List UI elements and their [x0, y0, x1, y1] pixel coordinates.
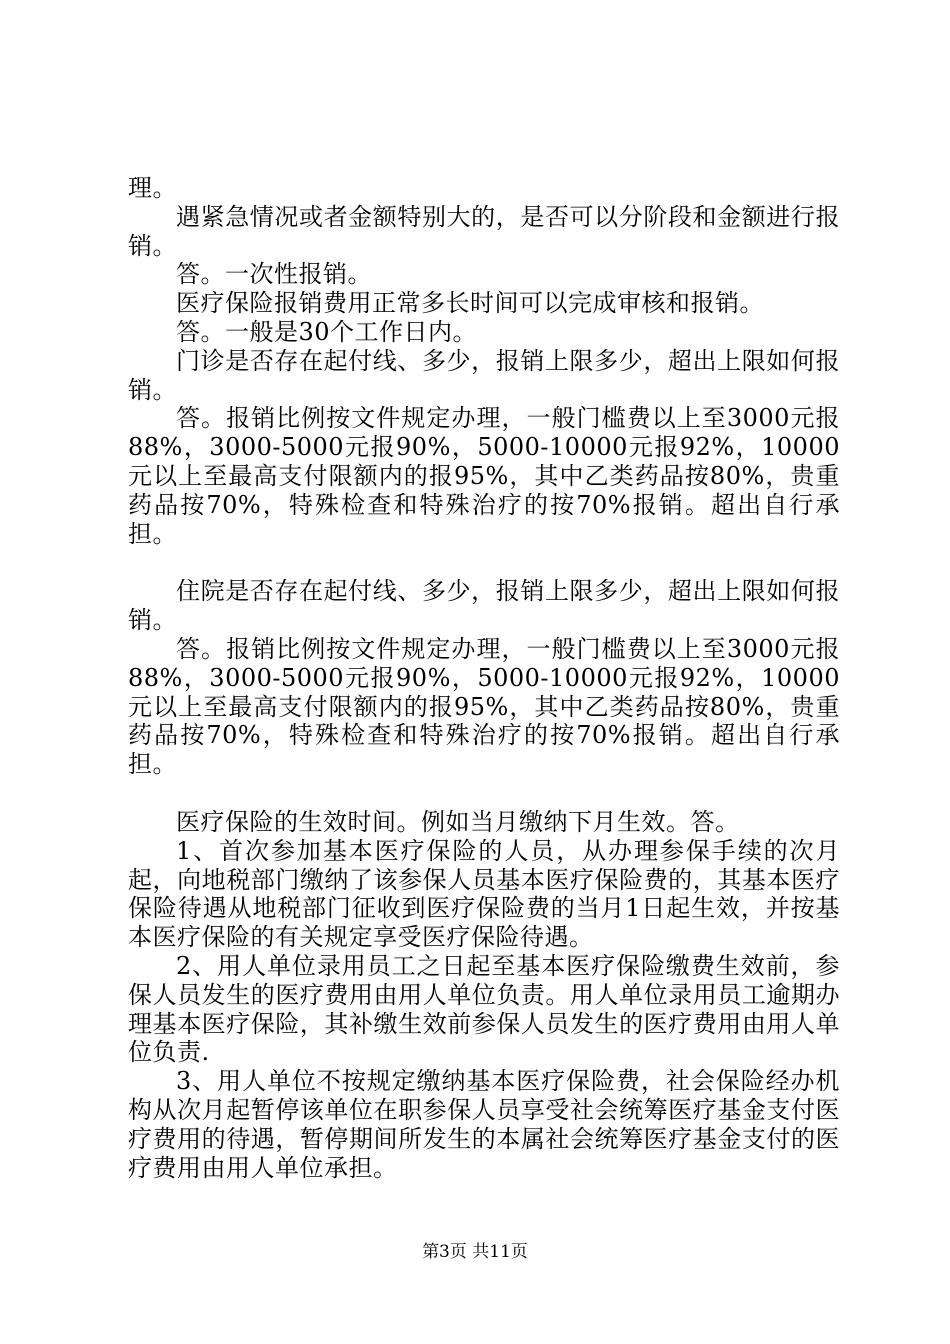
paragraph: 答。报销比例按文件规定办理，一般门槛费以上至3000元报88%，3000-5000元报90%，5000-10000元报92%，10000元以上至最高支付限额内的报95%，其中乙类药品按80%，贵重药品按70%，特殊检查和特殊治疗的按70%报销。超出自行承担。	[128, 404, 840, 548]
paragraph: 理。	[128, 174, 177, 202]
blank-line	[128, 548, 840, 577]
paragraph: 住院是否存在起付线、多少，报销上限多少，超出上限如何报销。	[128, 577, 840, 635]
paragraph: 答。一般是30个工作日内。	[176, 317, 478, 346]
paragraph: 答。一次性报销。	[176, 260, 372, 289]
paragraph: 遇紧急情况或者金额特别大的，是否可以分阶段和金额进行报销。	[128, 202, 840, 260]
paragraph: 门诊是否存在起付线、多少，报销上限多少，超出上限如何报销。	[128, 346, 840, 404]
paragraph: 1、首次参加基本医疗保险的人员，从办理参保手续的次月起，向地税部门缴纳了该参保人员基本医疗保险费的，其基本医疗保险待遇从地税部门征收到医疗保险费的当月1日起生效，并按基本医疗保险的有关规定享受医疗保险待遇。	[128, 836, 840, 952]
document-body	[128, 174, 840, 1182]
paragraph: 医疗保险报销费用正常多长时间可以完成审核和报销。	[176, 289, 764, 318]
blank-line	[128, 779, 840, 808]
paragraph: 3、用人单位不按规定缴纳基本医疗保险费，社会保险经办机构从次月起暂停该单位在职参保人员享受社会统筹医疗基金支付医疗费用的待遇，暂停期间所发生的本属社会统筹医疗基金支付的医疗费用由用人单位承担。	[128, 1067, 840, 1182]
paragraph: 2、用人单位录用员工之日起至基本医疗保险缴费生效前，参保人员发生的医疗费用由用人单位负责。用人单位录用员工逾期办理基本医疗保险，其补缴生效前参保人员发生的医疗费用由用人单位负责.	[128, 951, 840, 1067]
paragraph: 答。报销比例按文件规定办理，一般门槛费以上至3000元报88%，3000-5000元报90%，5000-10000元报92%，10000元以上至最高支付限额内的报95%，其中乙类药品按80%，贵重药品按70%，特殊检查和特殊治疗的按70%报销。超出自行承担。	[128, 634, 840, 779]
page-footer: 第3页 共11页	[422, 1242, 528, 1262]
paragraph: 医疗保险的生效时间。例如当月缴纳下月生效。答。	[176, 807, 740, 836]
